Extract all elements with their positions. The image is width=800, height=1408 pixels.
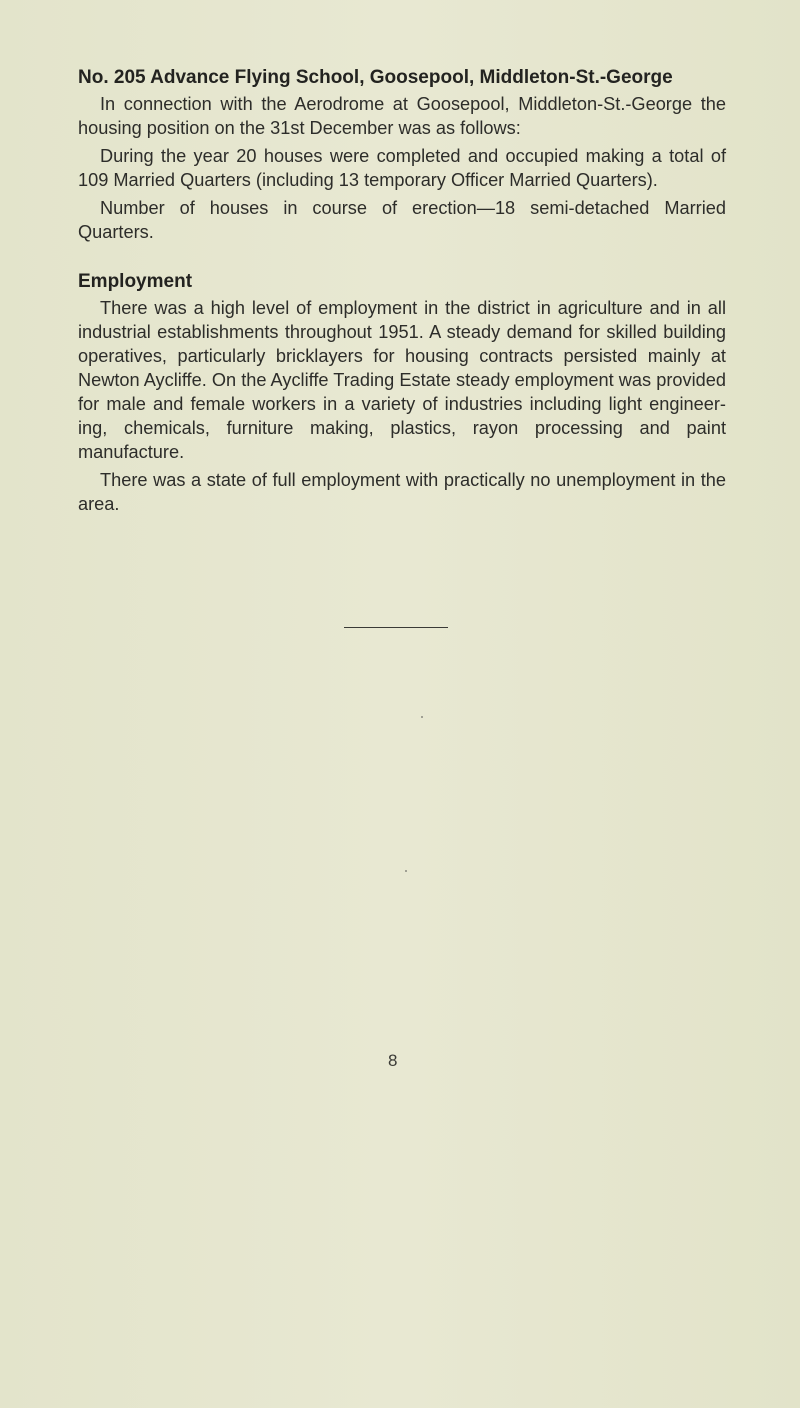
page-content (78, 66, 726, 520)
paragraph: There was a state of full employment with practically no unemployment in the area. (78, 470, 726, 514)
section-heading-flying-school: No. 205 Advance Flying School, Goosepool, Middleton-St.-George (78, 67, 673, 88)
page-number: 8 (388, 1051, 398, 1070)
section-spacer (78, 248, 726, 270)
section-divider-rule (344, 627, 448, 628)
paper-speck (405, 870, 407, 872)
paragraph: There was a high level of employment in the district in agriculture and in all industrial establishments throughout 1951. A steady demand for skilled building operatives, particularly bricklayers for housing contracts persisted mainly at Newton Aycliffe. On the Aycliffe Trading Estate steady employment was provided for male and female workers in a variety of industries including light engineer-ing, chemicals, furniture making, plastics, rayon processing and paint manufacture. (78, 298, 726, 462)
section-heading-employment: Employment (78, 271, 193, 292)
paragraph: In connection with the Aerodrome at Goosepool, Middleton-St.-George the housing position on the 31st December was as follows: (78, 94, 726, 138)
paragraph: During the year 20 houses were completed and occupied making a total of 109 Married Quarters (including 13 temporary Officer Married Quarters). (78, 146, 726, 190)
paper-speck (421, 716, 423, 718)
paragraph: Number of houses in course of erection—18 semi-detached Married Quarters. (78, 198, 726, 242)
